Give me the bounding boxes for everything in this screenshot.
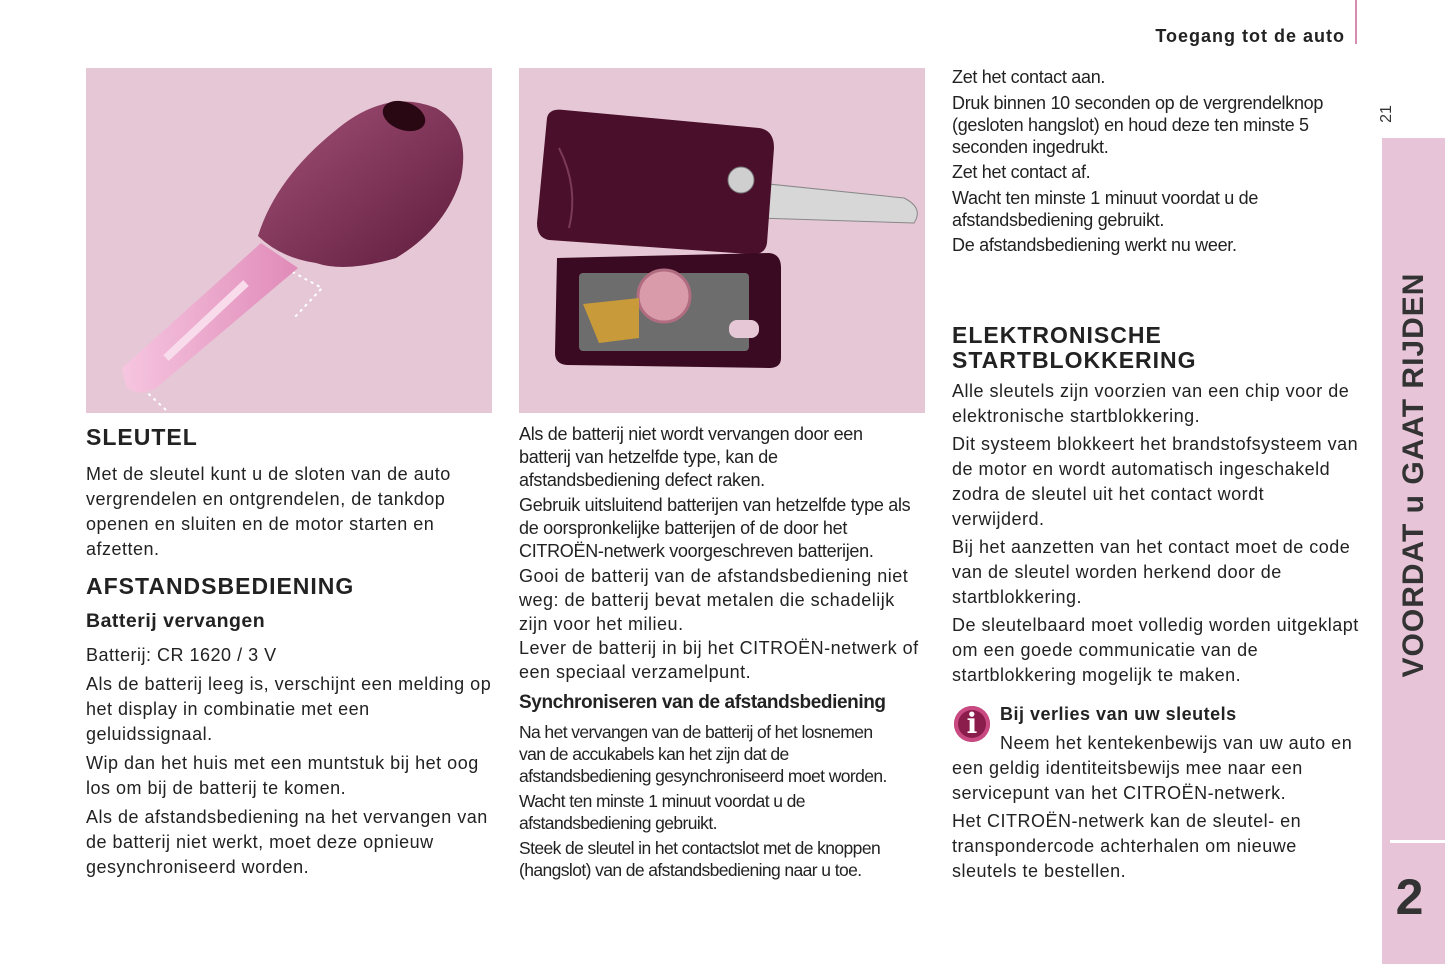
heading-afstandsbediening: AFSTANDSBEDIENING bbox=[86, 573, 355, 599]
heading-startblokkering-1: ELEKTRONISCHE bbox=[952, 322, 1162, 348]
chapter-title: VOORDAT u GAAT RIJDEN bbox=[1396, 272, 1430, 678]
battery-type: Batterij: CR 1620 / 3 V bbox=[86, 645, 277, 665]
heading-startblokkering-2: STARTBLOKKERING bbox=[952, 347, 1197, 373]
info-icon: i bbox=[954, 706, 990, 742]
column-2 bbox=[519, 423, 929, 881]
info-paragraph-2: Het CITROËN-netwerk kan de sleutel- en transpondercode achterhalen om nieuwe sleutels te bestellen. bbox=[952, 811, 1302, 881]
heading-synchroniseren: Synchroniseren van de afstandsbediening bbox=[519, 692, 886, 713]
heading-sleutel: SLEUTEL bbox=[86, 424, 198, 450]
battery-warning-2: Gebruik uitsluitend batterijen van hetzelfde type als de oorspronkelijke batterijen of de door het CITROËN-netwerk voorgeschreven batterijen. bbox=[519, 495, 911, 561]
sync-paragraph-2: Wacht ten minste 1 minuut voordat u de afstandsbediening gebruikt. bbox=[519, 791, 805, 833]
coin-open-paragraph: Wip dan het huis met een muntstuk bij het oog los om bij de batterij te komen. bbox=[86, 753, 479, 798]
battery-warning-3: Gooi de batterij van de afstandsbediening niet weg: de batterij bevat metalen die schadelijk zijn voor het milieu. bbox=[519, 566, 909, 634]
remote-key-icon bbox=[519, 68, 925, 413]
page-number: 21 bbox=[1378, 105, 1395, 123]
start-paragraph-4: De sleutelbaard moet volledig worden uitgeklapt om een goede communicatie van de startblokkering mogelijk te maken. bbox=[952, 615, 1359, 685]
section-title: Toegang tot de auto bbox=[1155, 26, 1345, 46]
key-illustration bbox=[86, 68, 492, 413]
start-paragraph-1: Alle sleutels zijn voorzien van een chip voor de elektronische startblokkering. bbox=[952, 381, 1350, 426]
battery-empty-paragraph: Als de batterij leeg is, verschijnt een melding op het display in combinatie met een geluidssignaal. bbox=[86, 674, 492, 744]
header-divider bbox=[1355, 0, 1357, 44]
sync-step-3: Zet het contact af. bbox=[952, 162, 1091, 182]
info-box bbox=[952, 731, 1362, 884]
sleutel-paragraph: Met de sleutel kunt u de sloten van de auto vergrendelen en ontgrendelen, de tankdop openen en sluiten en de motor starten en afzetten. bbox=[86, 464, 451, 559]
key-icon bbox=[86, 68, 492, 413]
sync-step-1: Zet het contact aan. bbox=[952, 67, 1106, 87]
sync-paragraph-3: Steek de sleutel in het contactslot met de knoppen (hangslot) van de afstandsbediening naar u toe. bbox=[519, 838, 881, 880]
sync-step-4: Wacht ten minste 1 minuut voordat u de afstandsbediening gebruikt. bbox=[952, 188, 1259, 230]
column-1 bbox=[86, 424, 496, 880]
sync-step-2: Druk binnen 10 seconden op de vergrendelknop (gesloten hangslot) en houd deze ten minste 5 seconden ingedrukt. bbox=[952, 93, 1324, 157]
start-paragraph-3: Bij het aanzetten van het contact moet de code van de sleutel worden herkend door de startblokkering. bbox=[952, 537, 1351, 607]
chapter-tab bbox=[1382, 138, 1445, 964]
info-paragraph-1: Neem het kentekenbewijs van uw auto en een geldig identiteitsbewijs mee naar een servicepunt van het CITROËN-netwerk. bbox=[952, 733, 1353, 803]
resync-paragraph: Als de afstandsbediening na het vervangen van de batterij niet werkt, moet deze opnieuw gesynchroniseerd worden. bbox=[86, 807, 488, 877]
subheading-batterij: Batterij vervangen bbox=[86, 610, 266, 632]
info-heading: Bij verlies van uw sleutels bbox=[1000, 704, 1237, 724]
chapter-number: 2 bbox=[1395, 869, 1424, 925]
column-3-lower bbox=[952, 323, 1362, 688]
sync-step-5: De afstandsbediening werkt nu weer. bbox=[952, 235, 1237, 255]
battery-warning-4: Lever de batterij in bij het CITROËN-netwerk of een speciaal verzamelpunt. bbox=[519, 638, 919, 682]
remote-battery-illustration bbox=[519, 68, 925, 413]
start-paragraph-2: Dit systeem blokkeert het brandstofsysteem van de motor en wordt automatisch ingeschakeld zodra de sleutel uit het contact wordt verwijderd. bbox=[952, 434, 1359, 529]
battery-warning-1: Als de batterij niet wordt vervangen door een batterij van hetzelfde type, kan de afstandsbediening defect raken. bbox=[519, 424, 863, 490]
sync-paragraph-1: Na het vervangen van de batterij of het losnemen van de accukabels kan het zijn dat de afstandsbediening gesynchroniseerd moet worden. bbox=[519, 722, 887, 786]
column-3 bbox=[952, 66, 1362, 257]
chapter-divider bbox=[1390, 840, 1445, 843]
